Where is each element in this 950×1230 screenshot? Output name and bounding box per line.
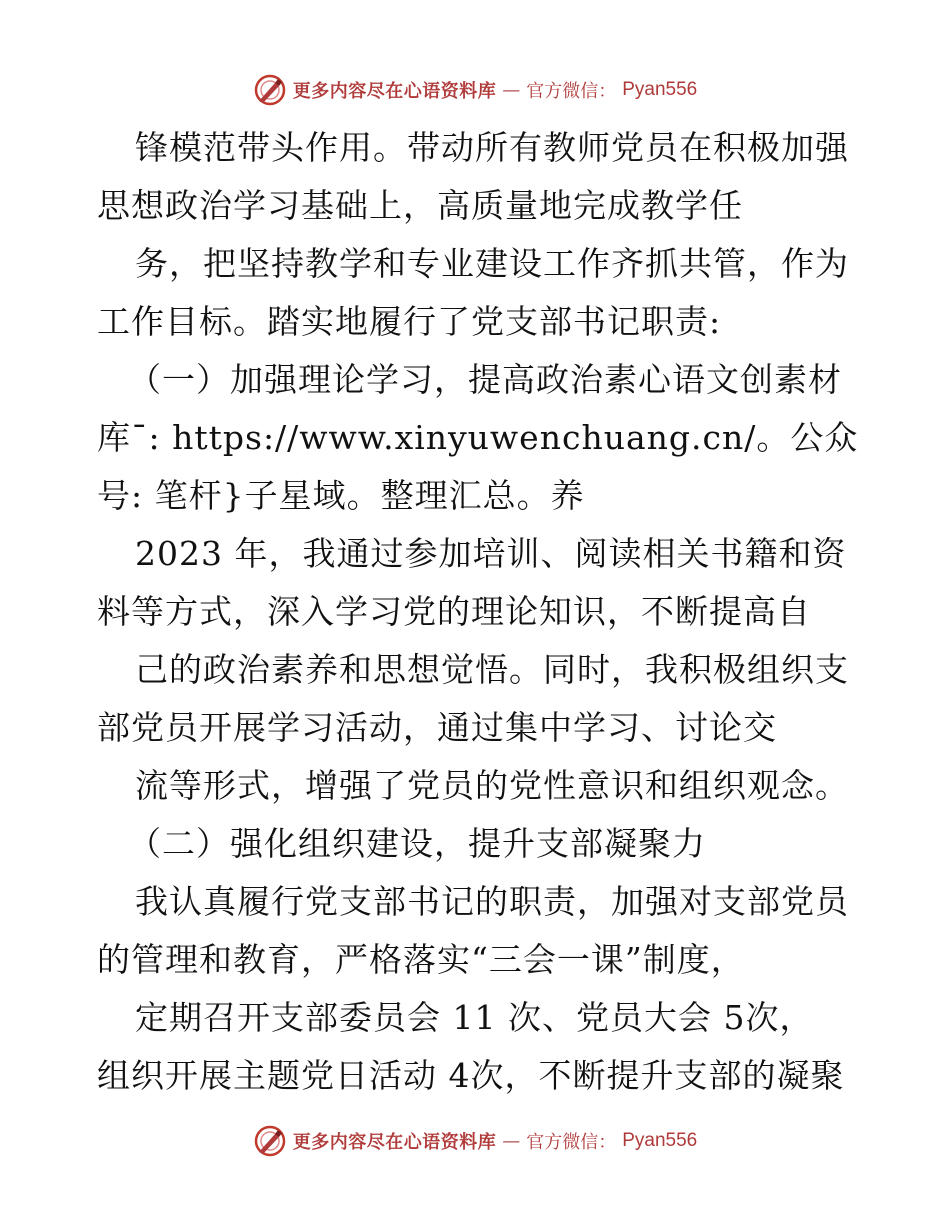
body-line: （一）加强理论学习，提高政治素心语文创素材 <box>128 360 842 399</box>
pen-seal-icon <box>253 73 287 107</box>
watermark-handle: Pyan556 <box>622 79 698 100</box>
watermark-banner-top <box>0 70 950 110</box>
watermark-wechat-label: 官方微信： <box>526 1132 617 1153</box>
body-line: 务，把坚持教学和专业建设工作齐抓共管，作为 <box>135 244 849 283</box>
watermark-text: 更多内容尽在心语资料库 <box>292 1132 497 1153</box>
body-line: 号: 笔杆}子星域。整理汇总。养 <box>97 476 585 515</box>
body-line: 库¯: https://www.xinyuwenchuang.cn/。公众 <box>97 418 859 457</box>
body-line: 2023 年，我通过参加培训、阅读相关书籍和资 <box>135 534 847 573</box>
watermark-separator: — <box>502 1130 521 1152</box>
body-line: 己的政治素养和思想觉悟。同时，我积极组织支 <box>135 650 849 689</box>
body-line: 锋模范带头作用。带动所有教师党员在积极加强 <box>135 128 849 167</box>
watermark-wechat-label: 官方微信： <box>526 81 617 102</box>
body-line: 思想政治学习基础上，高质量地完成教学任 <box>97 186 743 225</box>
pen-seal-icon <box>253 1124 287 1158</box>
body-line: 流等形式，增强了党员的党性意识和组织观念。 <box>135 766 849 805</box>
body-line: （二）强化组织建设，提升支部凝聚力 <box>128 824 706 863</box>
body-line: 部党员开展学习活动，通过集中学习、讨论交 <box>97 708 777 747</box>
body-line: 料等方式，深入学习党的理论知识，不断提高自 <box>97 592 811 631</box>
body-line: 的管理和教育，严格落实“三会一课”制度， <box>97 940 745 979</box>
watermark-banner-bottom <box>0 1121 950 1161</box>
body-line: 组织开展主题党日活动 4次，不断提升支部的凝聚 <box>97 1056 845 1095</box>
watermark-separator: — <box>502 79 521 101</box>
body-line: 我认真履行党支部书记的职责，加强对支部党员 <box>135 882 849 921</box>
body-line: 定期召开支部委员会 11 次、党员大会 5次， <box>135 998 814 1037</box>
body-line: 工作目标。踏实地履行了党支部书记职责: <box>97 302 722 341</box>
watermark-text: 更多内容尽在心语资料库 <box>292 81 497 102</box>
watermark-handle: Pyan556 <box>622 1130 698 1151</box>
